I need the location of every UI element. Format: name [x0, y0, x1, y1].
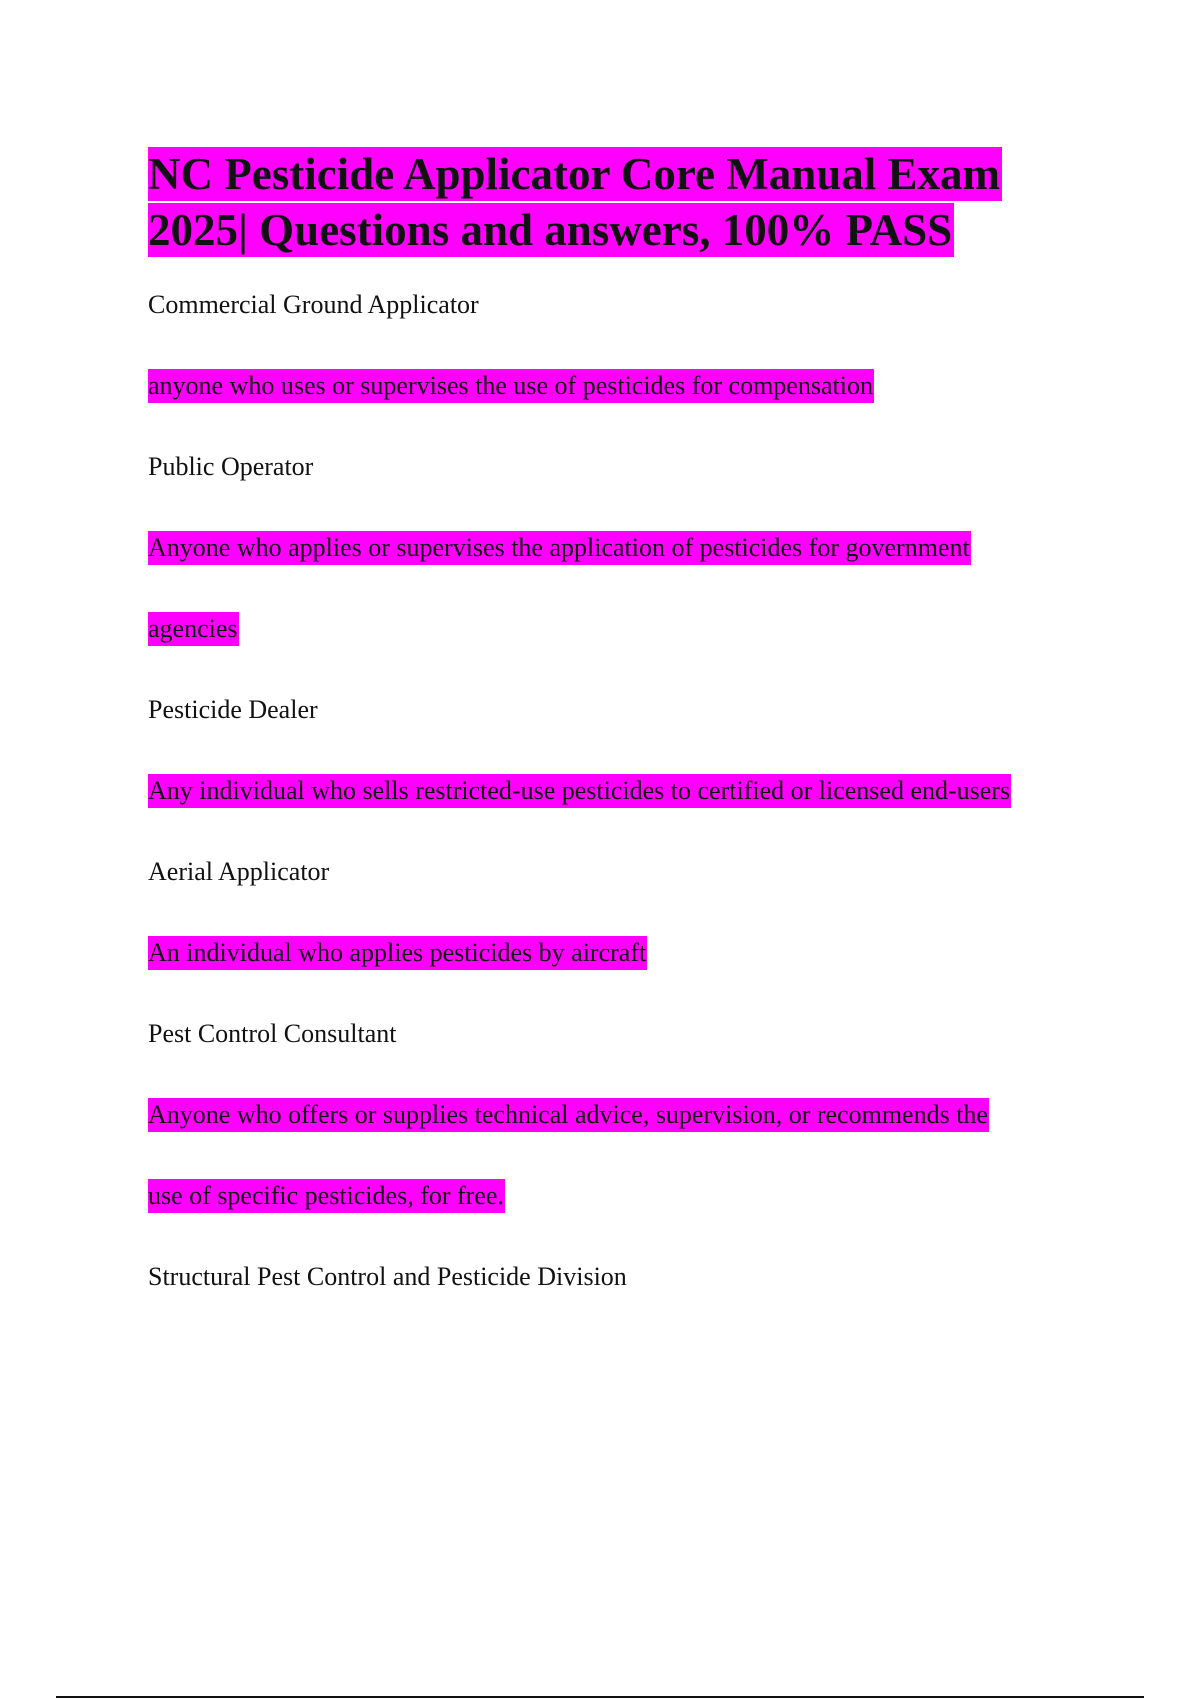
term-commercial-ground-applicator: Commercial Ground Applicator: [148, 290, 479, 319]
definition-public-operator-line-1: Anyone who applies or supervises the application of pesticides for government: [148, 532, 971, 564]
document-title: [148, 146, 1078, 258]
definition-pest-control-consultant-line-1: Anyone who offers or supplies technical advice, supervision, or recommends the: [148, 1099, 989, 1131]
page-bottom-rule: [56, 1696, 1144, 1698]
term-public-operator: Public Operator: [148, 452, 314, 481]
definition-pest-control-consultant-line-2: use of specific pesticides, for free.: [148, 1180, 505, 1212]
definition-commercial-ground-applicator: anyone who uses or supervises the use of pesticides for compensation: [148, 370, 874, 402]
term-aerial-applicator: Aerial Applicator: [148, 857, 330, 886]
definition-pesticide-dealer: Any individual who sells restricted-use pesticides to certified or licensed end-users: [148, 775, 1011, 807]
definition-aerial-applicator: An individual who applies pesticides by aircraft: [148, 937, 647, 969]
definition-public-operator-line-2: agencies: [148, 613, 239, 645]
term-pest-control-consultant: Pest Control Consultant: [148, 1019, 397, 1048]
term-structural-pest-control-division: Structural Pest Control and Pesticide Division: [148, 1262, 627, 1291]
title-highlight: NC Pesticide Applicator Core Manual Exam 2025| Questions and answers, 100% PASS: [148, 149, 1001, 255]
term-pesticide-dealer: Pesticide Dealer: [148, 695, 318, 724]
